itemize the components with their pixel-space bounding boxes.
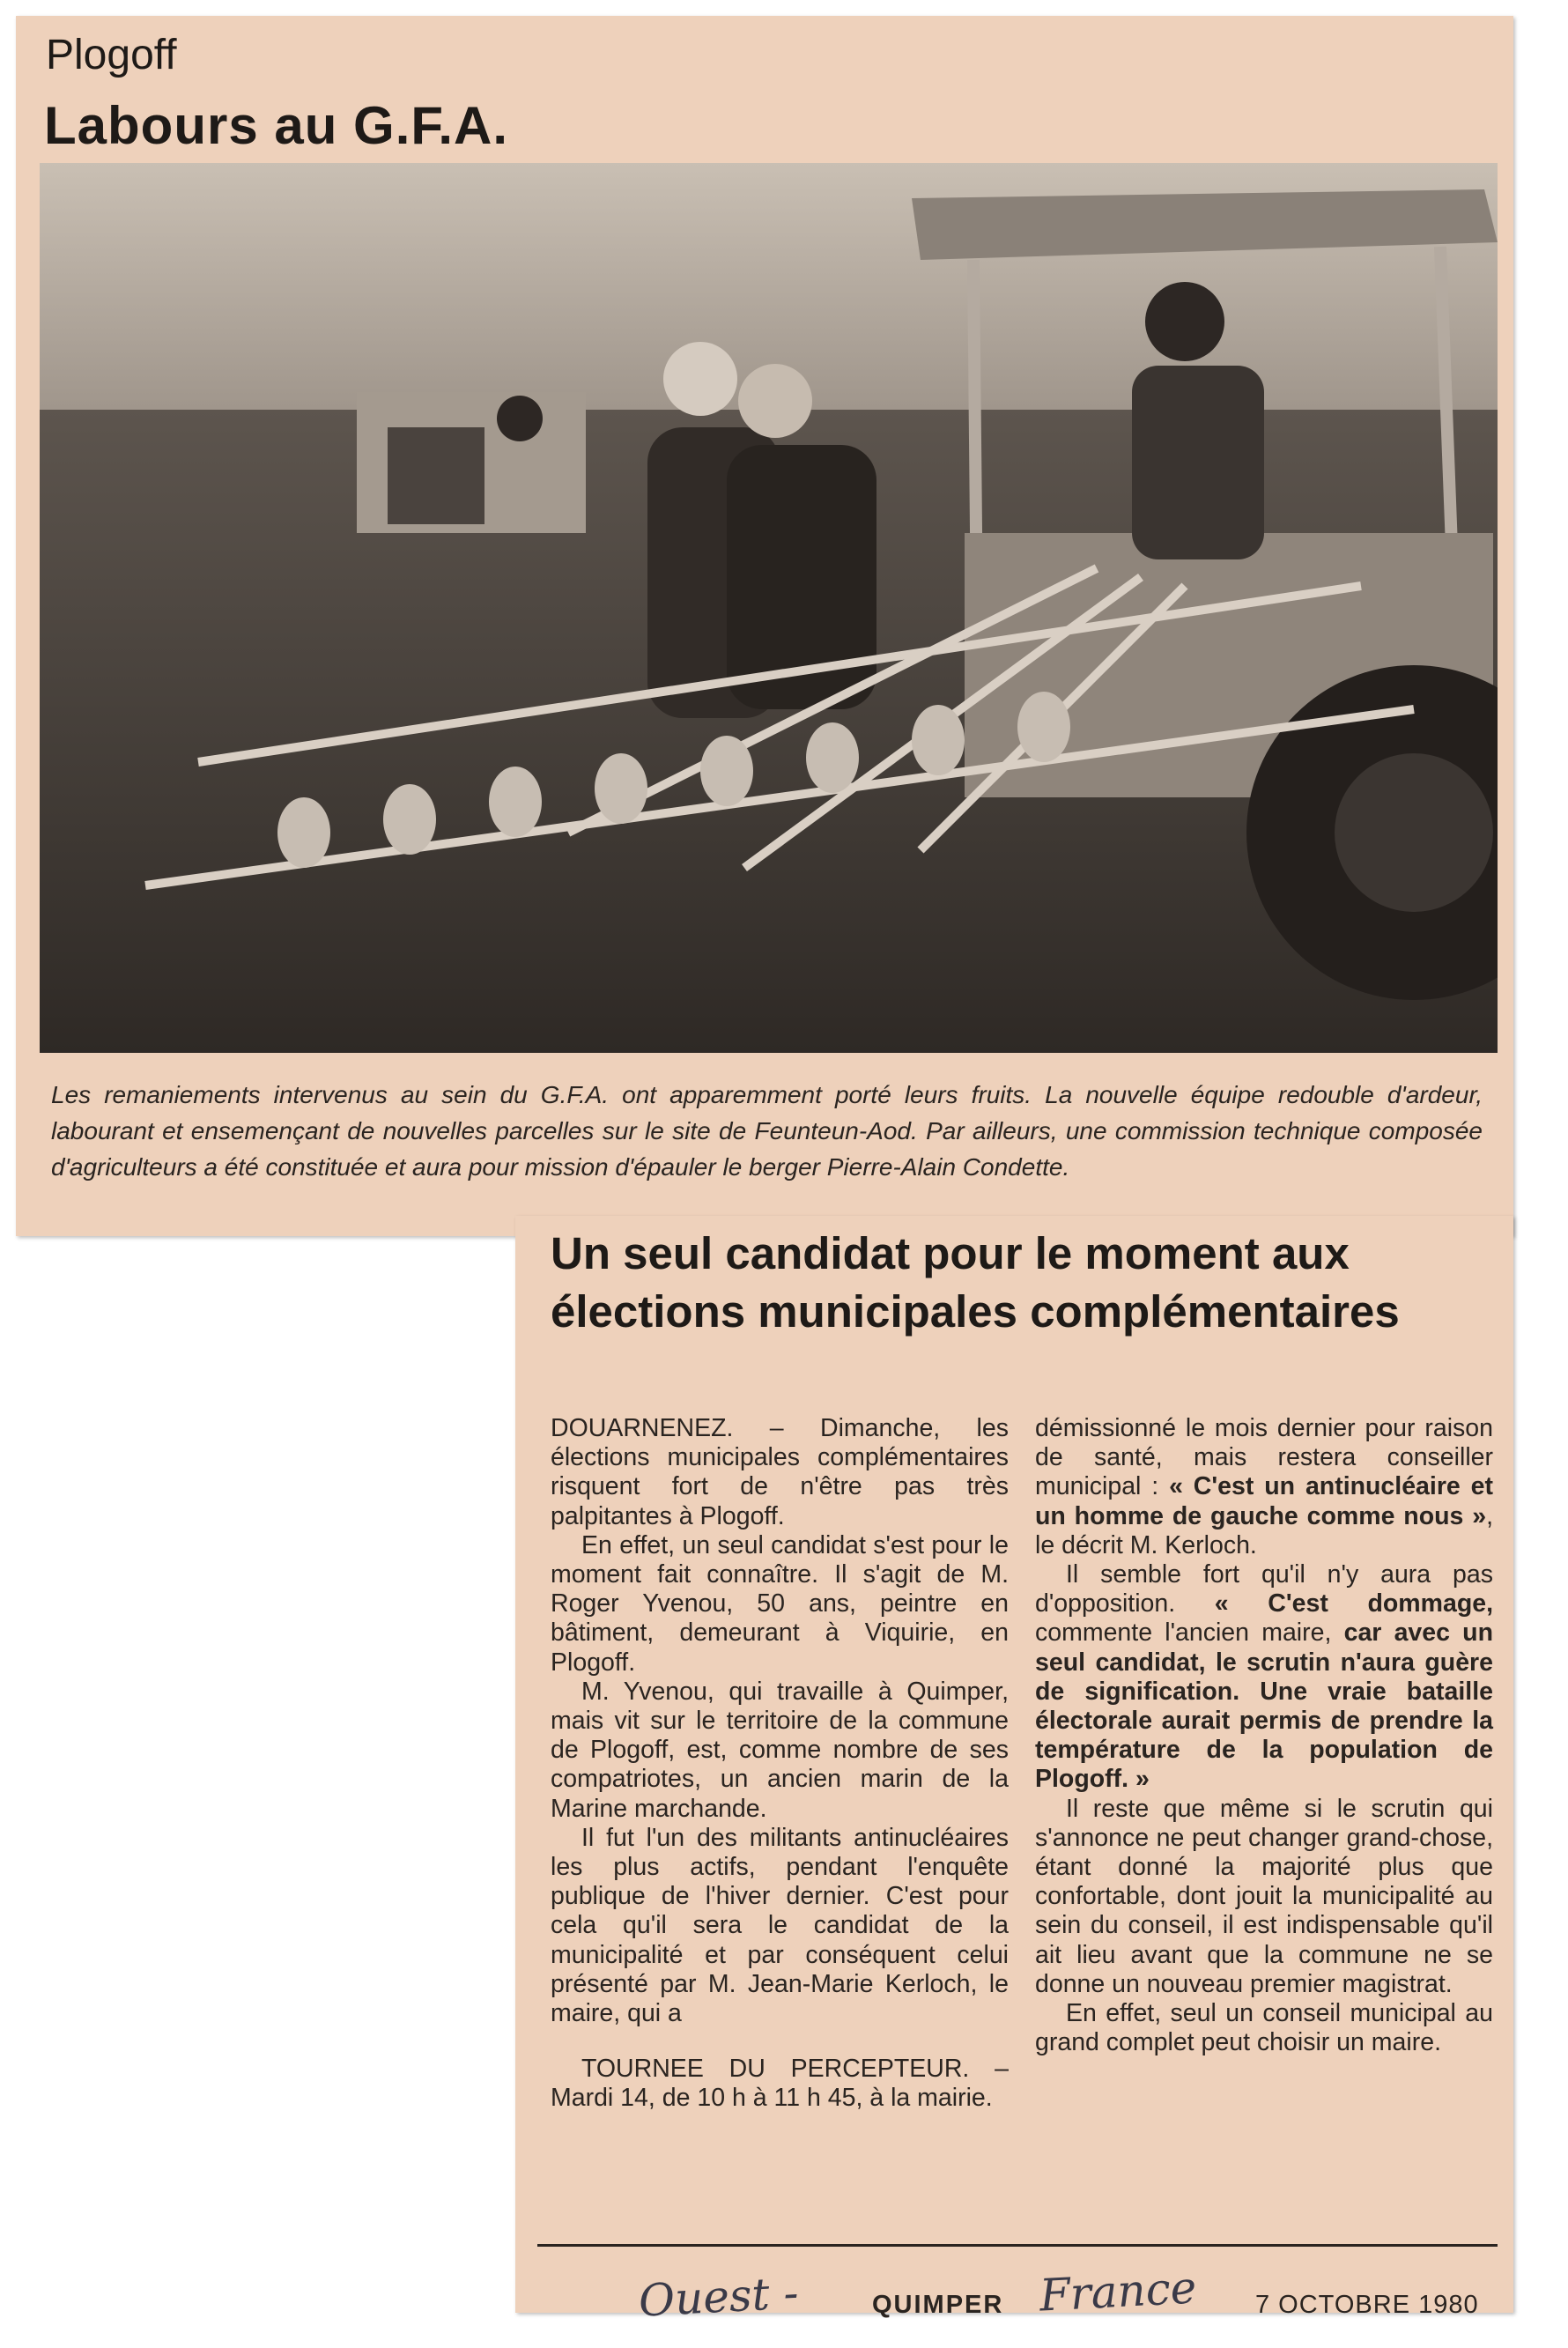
kicker: Plogoff <box>46 32 177 78</box>
article-right-column <box>1035 1414 1493 2057</box>
article-left-column <box>551 1414 1009 2114</box>
paragraph: En effet, un seul candidat s'est pour le moment fait connaître. Il s'agit de M. Roger Yvenou, 50 ans, peintre en bâtiment, demeurant à Viquirie, en Plogoff. <box>551 1530 1009 1677</box>
article-title: Un seul candidat pour le moment aux élections municipales complémentaires <box>551 1228 1400 1337</box>
paragraph: Il fut l'un des militants antinucléaires les plus actifs, pendant l'enquête publique de l'hiver dernier. C'est pour cela qu'il sera le candidat de la municipalité et par conséquent celui présenté par M. Jean-Marie Kerloch, le maire, qui a <box>551 1823 1009 2028</box>
driver-body <box>1132 366 1264 559</box>
tractor-photo <box>40 163 1498 1053</box>
driver-head <box>1145 282 1224 361</box>
headline: Labours au G.F.A. <box>44 96 509 155</box>
handwritten-source-right: France <box>1038 2262 1198 2322</box>
quote: car avec un seul candidat, le scrutin n'aura guère de signification. Une vraie bataille électorale aurait permis de prendre la température de la population de Plogoff. » <box>1035 1618 1493 1794</box>
paragraph: M. Yvenou, qui travaille à Quimper, mais vit sur le territoire de la commune de Plogoff, est, comme nombre de ses compatriotes, un ancien marin de la Marine marchande. <box>551 1677 1009 1823</box>
footer-rule <box>537 2244 1498 2247</box>
paragraph: Il semble fort qu'il n'y aura pas d'opposition. « C'est dommage, commente l'ancien maire, car avec un seul candidat, le scrutin n'aura guère de signification. Une vraie bataille électorale aurait permis de prendre la température de la population de Plogoff. » <box>1035 1560 1494 1794</box>
paragraph: Il reste que même si le scrutin qui s'annonce ne peut changer grand-chose, étant donné la majorité plus que confortable, dont jouit la municipalité au sein du conseil, il est indispensable qu'il ait lieu avant que la commune ne se donne un nouveau premier magistrat. <box>1035 1794 1493 1998</box>
notice-paragraph: TOURNEE DU PERCEPTEUR. – Mardi 14, de 10 h à 11 h 45, à la mairie. <box>551 2055 1009 2113</box>
quote: « C'est dommage, <box>1214 1589 1494 1618</box>
quote: « C'est un antinucléaire et un homme de gauche comme nous » <box>1035 1472 1493 1530</box>
footer-date: 7 OCTOBRE 1980 <box>1255 2291 1479 2319</box>
man-one-head <box>663 342 737 416</box>
paragraph: DOUARNENEZ. – Dimanche, les élections municipales complémentaires risquent fort de n'être pas très palpitantes à Plogoff. <box>551 1414 1009 1530</box>
paragraph: démissionné le mois dernier pour raison de santé, mais restera conseiller municipal : « C'est un antinucléaire et un homme de gauche comme nous », le décrit M. Kerloch. <box>1035 1414 1493 1559</box>
handwritten-source-left: Ouest - <box>637 2267 800 2327</box>
footer-city: QUIMPER <box>872 2291 1004 2319</box>
photo-caption: Les remaniements intervenus au sein du G.F.A. ont apparemment porté leurs fruits. La nouvelle équipe redouble d'ardeur, labourant et ensemençant de nouvelles parcelles sur le site de Feunteun-Aod. Par ailleurs, une commission technique composée d'agriculteurs a été constituée et aura pour mission d'épauler le berger Pierre-Alain Condette. <box>51 1081 1483 1181</box>
paragraph: En effet, seul un conseil municipal au grand complet peut choisir un maire. <box>1035 1999 1493 2057</box>
man-two-head <box>738 364 812 438</box>
photo-illustration <box>40 163 1498 1053</box>
